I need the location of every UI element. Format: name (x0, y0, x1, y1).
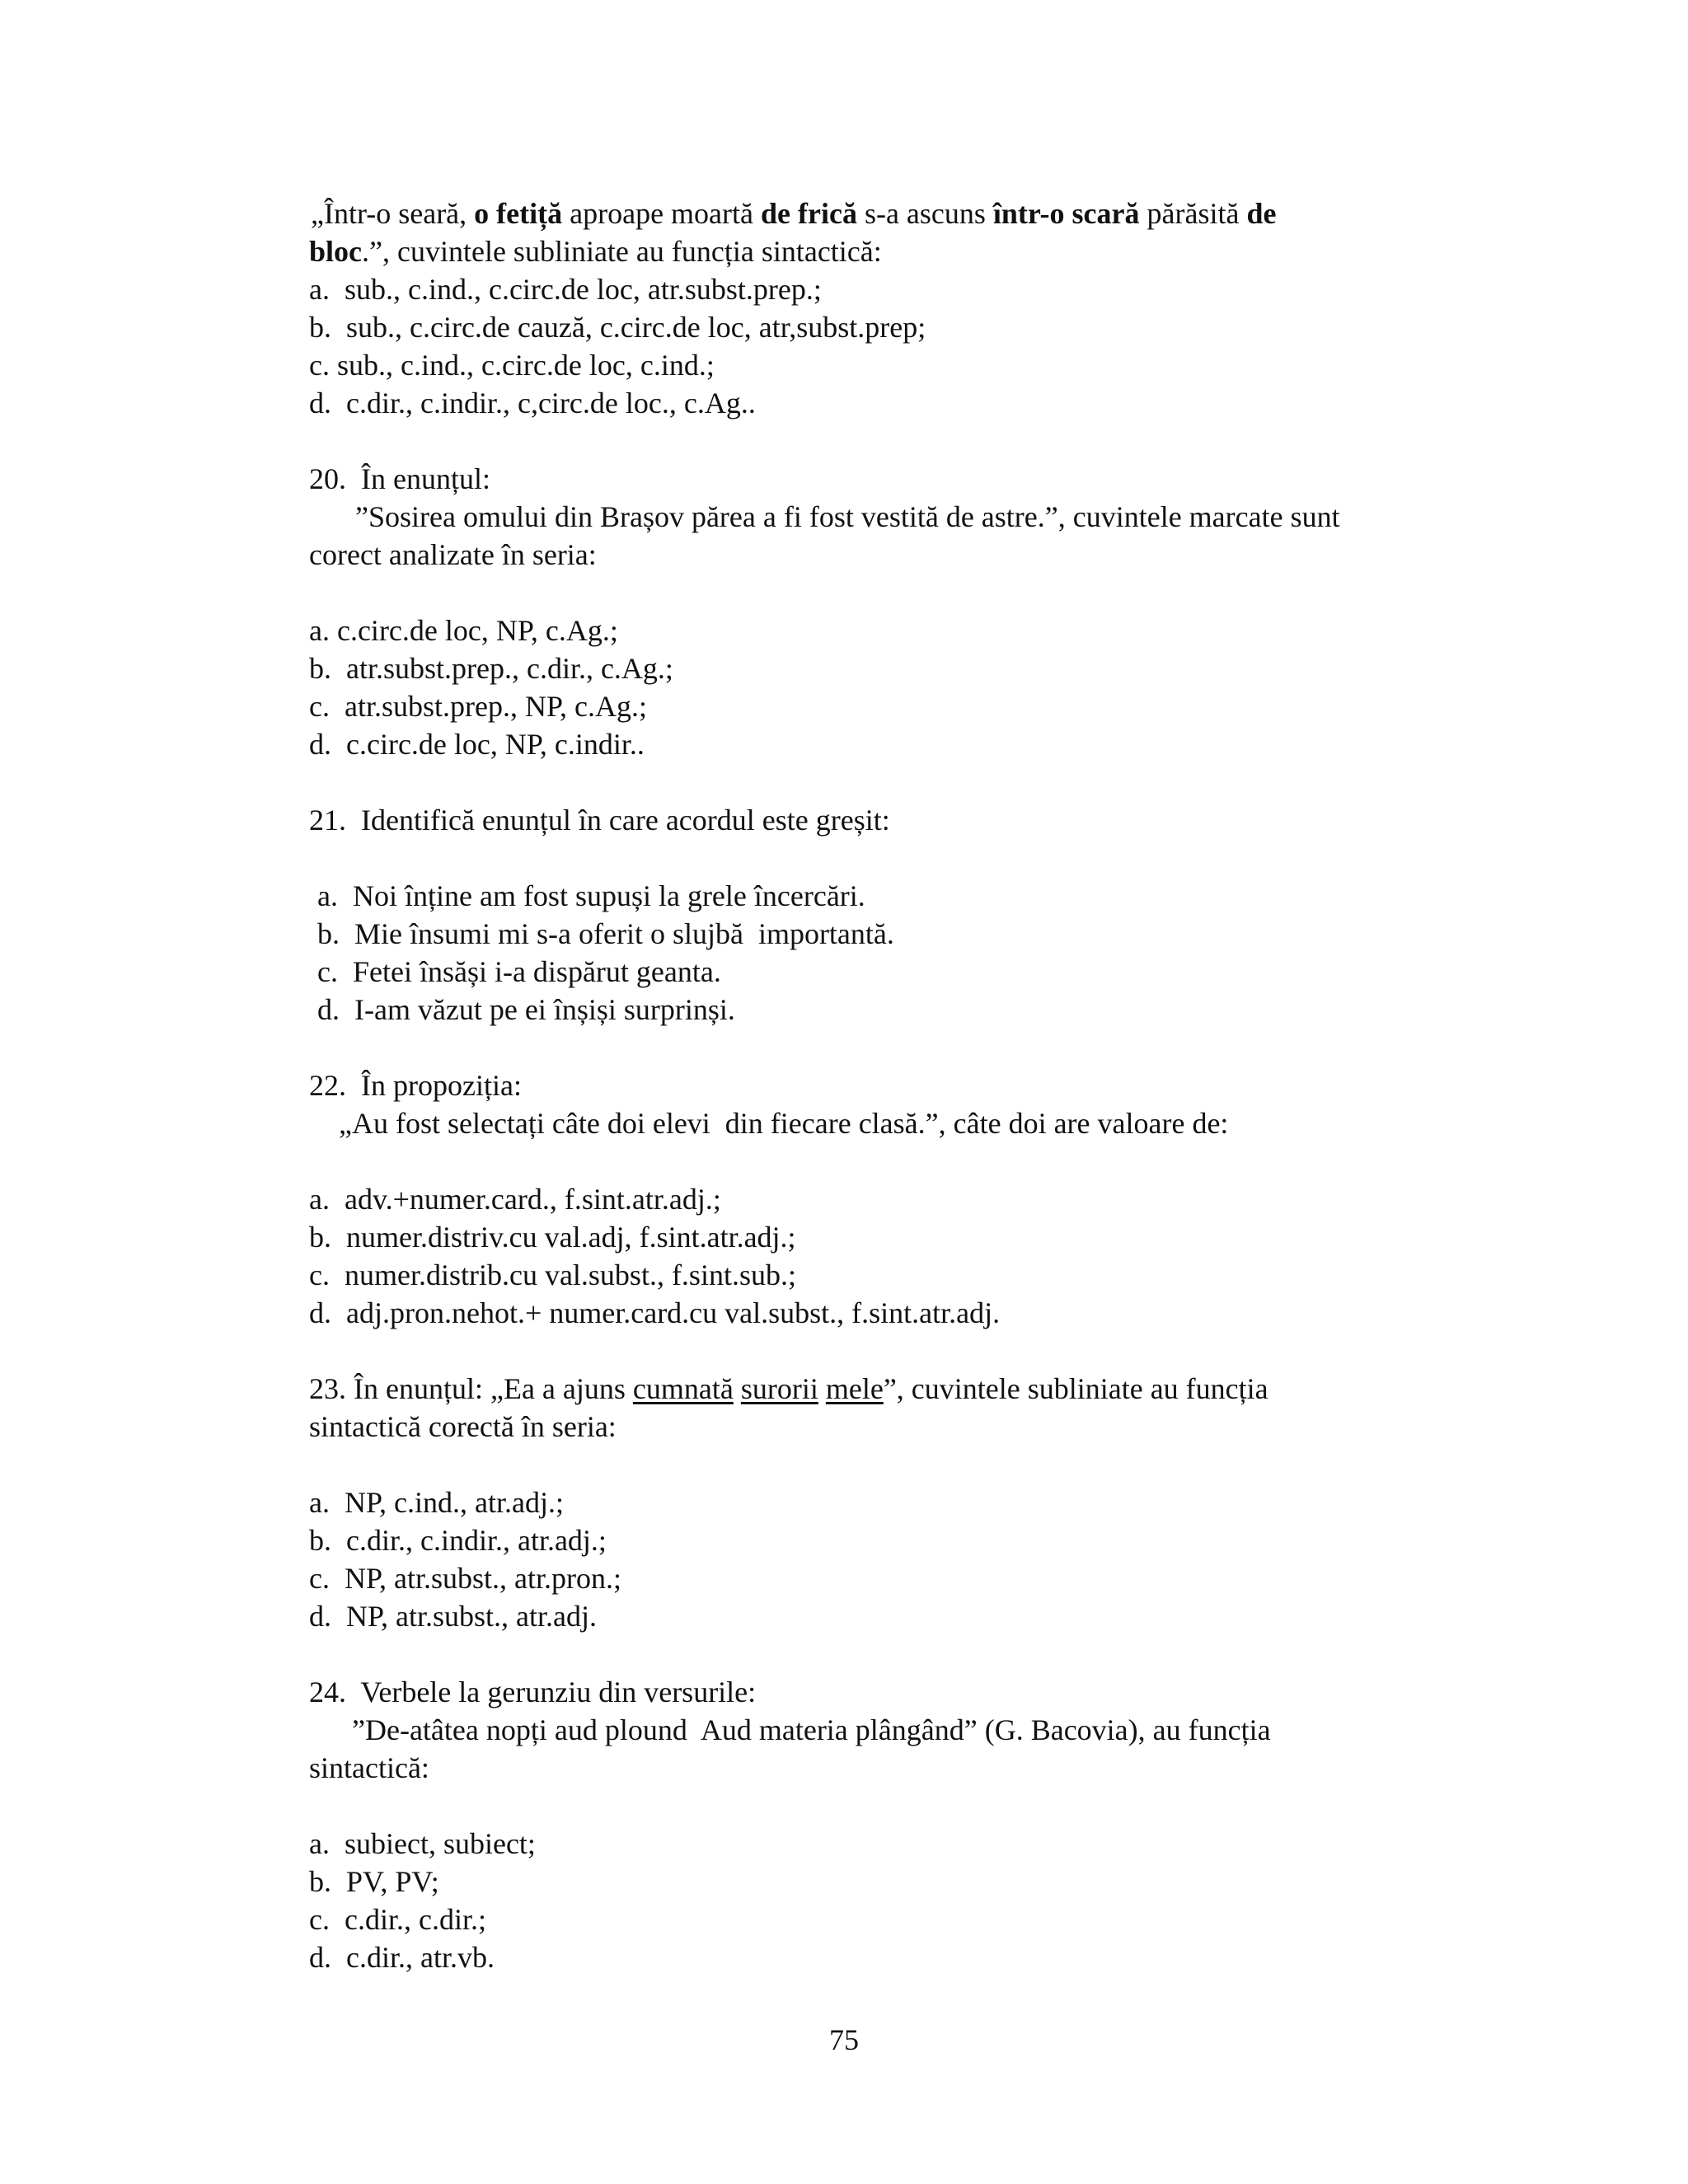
q22-option-d: d. adj.pron.nehot.+ numer.card.cu val.subst., f.sint.atr.adj. (309, 1296, 1001, 1329)
q21-option-c: c. Fetei însăși i-a dispărut geanta. (317, 955, 721, 988)
q24-option-b: b. PV, PV; (309, 1865, 439, 1898)
q23-underlined-word: surorii (740, 1372, 818, 1405)
q24-option-c: c. c.dir., c.dir.; (309, 1903, 486, 1936)
q23-text: 23. În enunțul: „Ea a ajuns (309, 1372, 633, 1405)
q24-quote: ”De-atâtea nopți aud plound Aud materia plângând” (G. Bacovia), au funcția (352, 1713, 1271, 1746)
q19-option-d: d. c.dir., c.indir., c,circ.de loc., c.Ag.. (309, 387, 756, 419)
q23-option-a: a. NP, c.ind., atr.adj.; (309, 1486, 564, 1519)
q22-option-a: a. adv.+numer.card., f.sint.atr.adj.; (309, 1183, 721, 1216)
q19-bold-subject: o fetiță (474, 197, 563, 230)
q20-quote: ”Sosirea omului din Brașov părea a fi fost vestită de astre.”, cuvintele marcate sunt (355, 500, 1340, 533)
q23-statement-line2: sintactică corectă în seria: (309, 1410, 617, 1443)
q20-option-c: c. atr.subst.prep., NP, c.Ag.; (309, 690, 647, 723)
q23-option-d: d. NP, atr.subst., atr.adj. (309, 1600, 597, 1633)
q24-quote-continued: sintactică: (309, 1751, 429, 1784)
q20-option-a: a. c.circ.de loc, NP, c.Ag.; (309, 614, 618, 647)
q24-option-a: a. subiect, subiect; (309, 1827, 536, 1860)
q20-option-b: b. atr.subst.prep., c.dir., c.Ag.; (309, 652, 673, 685)
q24-title: 24. Verbele la gerunziu din versurile: (309, 1675, 757, 1708)
q19-option-a: a. sub., c.ind., c.circ.de loc, atr.subst.prep.; (309, 273, 822, 306)
q19-statement-line1 (309, 194, 1479, 232)
page-body (309, 194, 1479, 1976)
q22-title: 22. În propoziția: (309, 1069, 522, 1102)
q20-title: 20. În enunțul: (309, 462, 490, 495)
q21-option-a: a. Noi înține am fost supuși la grele încercări. (317, 879, 865, 912)
q19-text: .”, cuvintele subliniate au funcția sintactică: (362, 235, 882, 268)
q19-text: s-a ascuns (856, 197, 993, 230)
page-number: 75 (829, 2023, 859, 2056)
q19-text: aproape moartă (562, 197, 761, 230)
q19-bold-place: într-o scară (992, 197, 1140, 230)
q19-text: părăsită (1139, 197, 1247, 230)
q22-option-b: b. numer.distriv.cu val.adj, f.sint.atr.adj.; (309, 1221, 796, 1254)
q20-option-d: d. c.circ.de loc, NP, c.indir.. (309, 728, 645, 761)
q23-underlined-word: cumnată (632, 1372, 734, 1405)
q22-quote: „Au fost selectați câte doi elevi din fiecare clasă.”, câte doi are valoare de: (339, 1107, 1229, 1140)
q19-bold-cause: de frică (761, 197, 857, 230)
q19-option-b: b. sub., c.circ.de cauză, c.circ.de loc, atr,subst.prep; (309, 311, 926, 344)
q19-statement-line2 (309, 232, 1479, 270)
q23-underlined-word: mele (825, 1372, 884, 1405)
q19-bold-attribute-end: bloc (309, 235, 363, 268)
q21-title: 21. Identifică enunțul în care acordul este greșit: (309, 804, 890, 837)
q24-option-d: d. c.dir., atr.vb. (309, 1941, 495, 1974)
q22-option-c: c. numer.distrib.cu val.subst., f.sint.sub.; (309, 1258, 796, 1291)
q23-option-b: b. c.dir., c.indir., atr.adj.; (309, 1524, 607, 1557)
q21-option-d: d. I-am văzut pe ei înșiși surprinși. (317, 993, 735, 1026)
q21-option-b: b. Mie însumi mi s-a oferit o slujbă importantă. (317, 917, 894, 950)
q23-option-c: c. NP, atr.subst., atr.pron.; (309, 1562, 621, 1595)
q20-quote-continued: corect analizate în seria: (309, 538, 597, 571)
q19-option-c: c. sub., c.ind., c.circ.de loc, c.ind.; (309, 349, 715, 382)
q19-text: „Într-o seară, (311, 197, 475, 230)
q23-text: ”, cuvintele subliniate au funcția (883, 1372, 1268, 1405)
q19-bold-attribute: de (1246, 197, 1277, 230)
q23-statement (309, 1370, 1479, 1408)
